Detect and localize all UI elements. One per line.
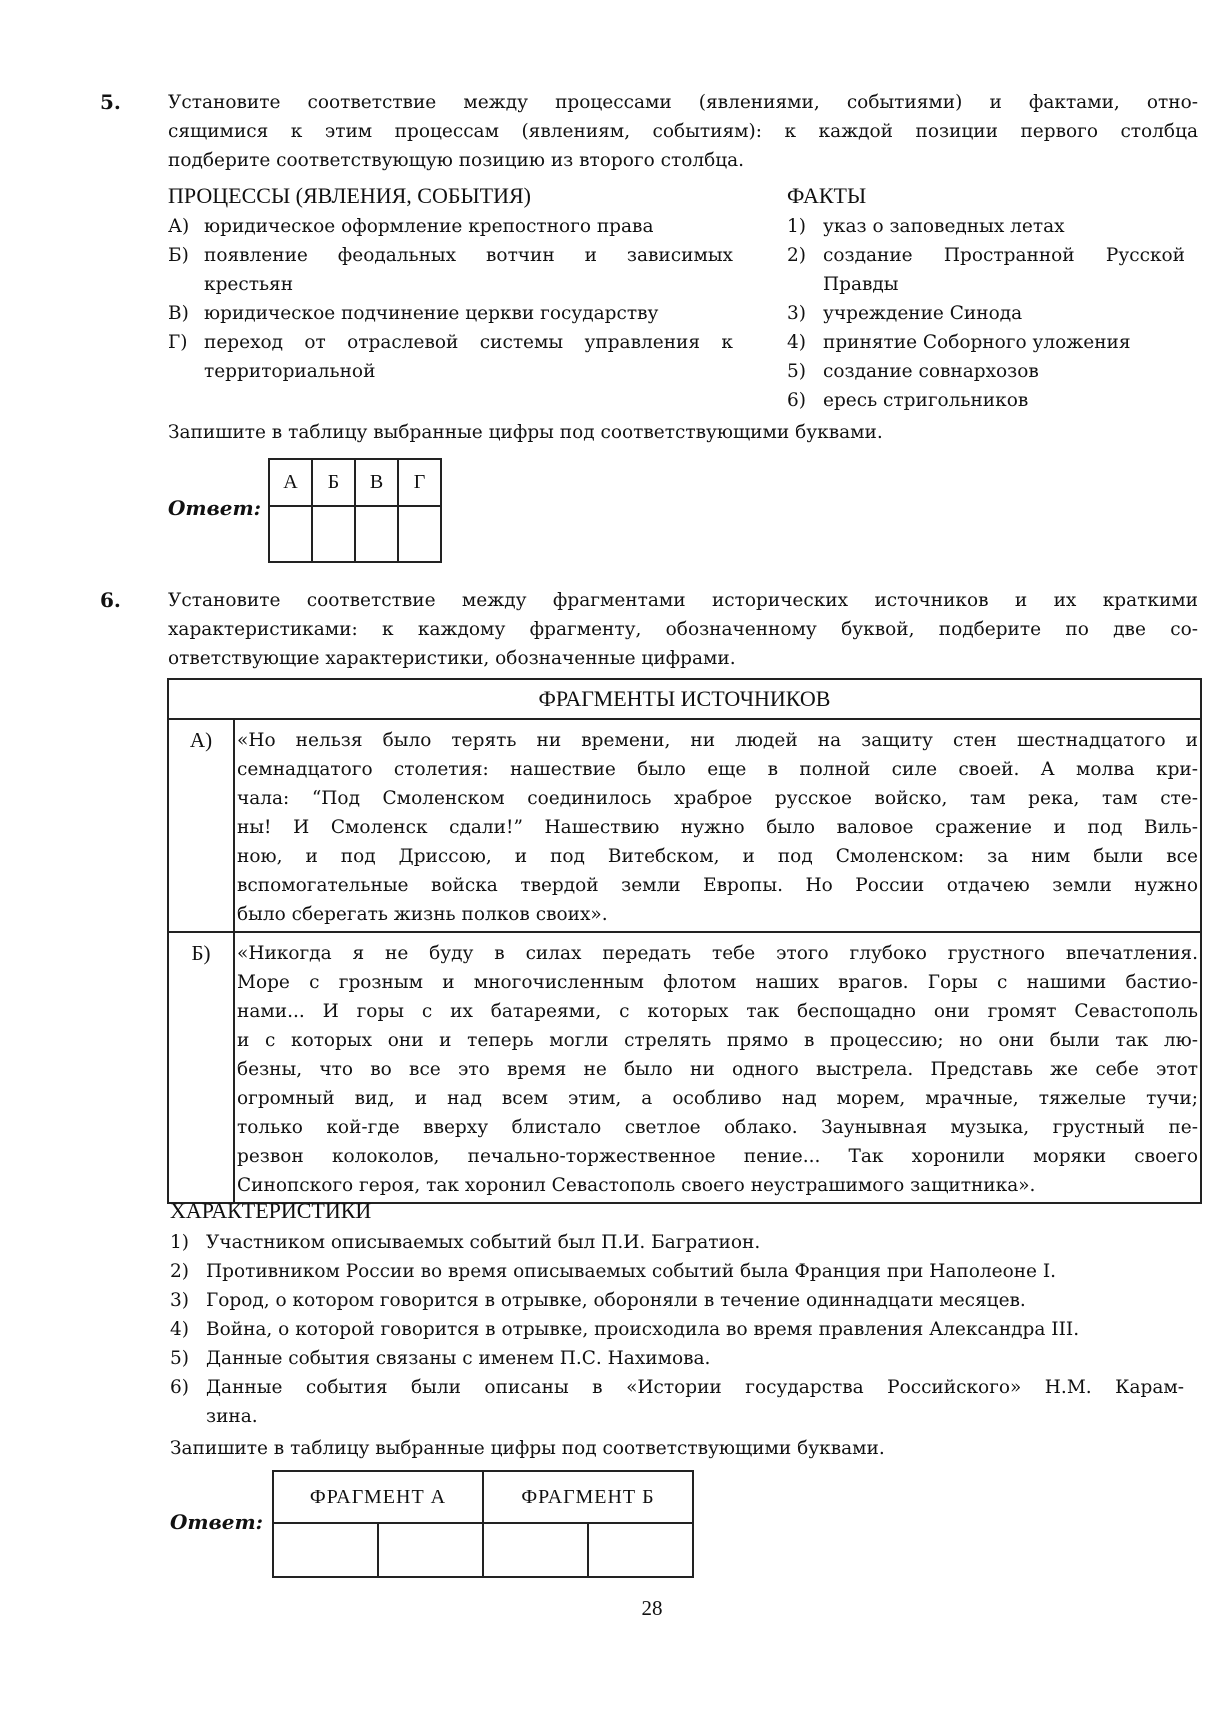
processes-header: ПРОЦЕССЫ (ЯВЛЕНИЯ, СОБЫТИЯ) (168, 183, 531, 208)
item-key: Б) (168, 245, 189, 266)
item-key: 4) (170, 1319, 189, 1340)
item-text: создание совнархозов (823, 361, 1039, 382)
item-text: Правды (823, 274, 899, 295)
answer-cell[interactable] (378, 1523, 483, 1577)
answer-column-header: Г (398, 459, 441, 506)
page-number: 28 (641, 1596, 663, 1620)
fragment-row (169, 933, 1200, 1202)
answer-cell[interactable] (312, 506, 355, 562)
text-line: характеристиками: к каждому фрагменту, обозначенному буквой, подберите по две со- (168, 619, 1198, 640)
item-key: 2) (170, 1261, 189, 1282)
fragment-text (235, 720, 1200, 931)
item-text: Данные события связаны с именем П.С. Нахимова. (206, 1348, 711, 1369)
item-text: появление феодальных вотчин и зависимых (204, 245, 733, 266)
characteristic-item (170, 1228, 1184, 1257)
item-text: указ о заповедных летах (823, 216, 1065, 237)
item-key: 6) (170, 1377, 189, 1398)
text-line: вспомогательные войска твердой земли Европы. Но России отдачею земли нужно (237, 875, 1198, 896)
fact-item (787, 212, 1185, 241)
item-text: крестьян (204, 274, 294, 295)
question-5-instruction: Запишите в таблицу выбранные цифры под соответствующими буквами. (168, 422, 883, 443)
item-key: 5) (787, 361, 806, 382)
item-text: территориальной (204, 361, 376, 382)
characteristic-item (170, 1257, 1184, 1286)
fact-item (787, 241, 1185, 270)
text-line: Синопского героя, так хоронил Севастополь своего неустрашимого защитника». (237, 1175, 1036, 1196)
process-item (168, 241, 733, 270)
characteristic-item (170, 1286, 1184, 1315)
answer-column-header: В (355, 459, 398, 506)
answer-cell[interactable] (273, 1523, 378, 1577)
answer-cell[interactable] (588, 1523, 693, 1577)
answer-column-header: ФРАГМЕНТ А (273, 1471, 483, 1523)
item-text: юридическое подчинение церкви государству (204, 303, 659, 324)
sources-table (167, 678, 1202, 1204)
item-key: 2) (787, 245, 806, 266)
text-line: ны! И Смоленск сдали!” Нашествию нужно было валовое сражение и под Виль- (237, 817, 1198, 838)
text-line: подберите соответствующую позицию из второго столбца. (168, 150, 745, 171)
text-line: Море с грозным и многочисленным флотом наших врагов. Горы с нашими бастио- (237, 972, 1198, 993)
item-text: Город, о котором говорится в отрывке, обороняли в течение одиннадцати месяцев. (206, 1290, 1026, 1311)
item-text: Данные события были описаны в «Истории государства Российского» Н.М. Карам- (206, 1377, 1184, 1398)
question-6-intro (168, 586, 1198, 673)
fragment-key: Б) (169, 933, 235, 1202)
text-line: резвон колоколов, печально-торжественное пение... Так хоронили моряки своего (237, 1146, 1198, 1167)
text-line: сящимися к этим процессам (явлениям, событиям): к каждой позиции первого столбца (168, 121, 1198, 142)
text-line: Установите соответствие между процессами (явлениями, событиями) и фактами, отно- (168, 92, 1198, 113)
item-key: 3) (170, 1290, 189, 1311)
answer-table-q6 (272, 1470, 694, 1578)
text-line: огромный вид, и над всем этим, а особливо над морем, мрачные, тяжелые тучи; (237, 1088, 1198, 1109)
item-text: создание Пространной Русской (823, 245, 1185, 266)
facts-header: ФАКТЫ (787, 183, 867, 208)
processes-list (168, 212, 733, 386)
answer-column-header: ФРАГМЕНТ Б (483, 1471, 693, 1523)
item-text: ересь стригольников (823, 390, 1029, 411)
text-line: было сберегать жизнь полков своих». (237, 904, 608, 925)
item-key: 3) (787, 303, 806, 324)
fact-item (787, 328, 1185, 357)
item-key: 4) (787, 332, 806, 353)
answer-label: Ответ: (168, 496, 261, 520)
item-text: Противником России во время описываемых событий была Франция при Наполеоне I. (206, 1261, 1057, 1282)
characteristics-list (170, 1228, 1184, 1431)
item-key (168, 270, 204, 299)
item-key: 1) (787, 216, 806, 237)
question-6-instruction: Запишите в таблицу выбранные цифры под соответствующими буквами. (170, 1438, 885, 1459)
item-key: 1) (170, 1232, 189, 1253)
fragment-row (169, 720, 1200, 933)
item-key: 6) (787, 390, 806, 411)
characteristic-item (170, 1402, 1184, 1431)
text-line: нами... И горы с их батареями, с которых так беспощадно они громят Севастополь (237, 1001, 1198, 1022)
item-text: зина. (206, 1406, 258, 1427)
characteristic-item (170, 1373, 1184, 1402)
item-text: юридическое оформление крепостного права (204, 216, 654, 237)
answer-column-header: А (269, 459, 312, 506)
text-line: «Но нельзя было терять ни времени, ни людей на защиту стен шестнадцатого и (237, 730, 1198, 751)
process-item (168, 328, 733, 357)
item-key: Г) (168, 332, 188, 353)
process-item (168, 357, 733, 386)
item-key: В) (168, 303, 189, 324)
characteristics-header: ХАРАКТЕРИСТИКИ (170, 1198, 372, 1223)
process-item (168, 212, 733, 241)
item-text: Война, о которой говорится в отрывке, происходила во время правления Александра III. (206, 1319, 1080, 1340)
fragment-text (235, 933, 1200, 1202)
item-key (168, 357, 204, 386)
answer-cell[interactable] (483, 1523, 588, 1577)
question-5-intro (168, 88, 1198, 175)
fact-item (787, 357, 1185, 386)
fact-item (787, 299, 1185, 328)
characteristic-item (170, 1344, 1184, 1373)
answer-table-q5 (268, 458, 442, 563)
text-line: чала: “Под Смоленском соединилось храброе русское войско, там река, там сте- (237, 788, 1198, 809)
item-text: принятие Соборного уложения (823, 332, 1131, 353)
item-text: Участником описываемых событий был П.И. Багратион. (206, 1232, 761, 1253)
characteristic-item (170, 1315, 1184, 1344)
item-text: учреждение Синода (823, 303, 1023, 324)
answer-cell[interactable] (398, 506, 441, 562)
item-key (170, 1402, 206, 1431)
text-line: «Никогда я не буду в силах передать тебе этого глубоко грустного впечатления. (237, 943, 1198, 964)
text-line: Установите соответствие между фрагментами исторических источников и их краткими (168, 590, 1198, 611)
answer-column-header: Б (312, 459, 355, 506)
text-line: ною, и под Дриссою, и под Витебском, и под Смоленском: за ним были все (237, 846, 1198, 867)
process-item (168, 270, 733, 299)
text-line: семнадцатого столетия: нашествие было еще в полной силе своей. А молва кри- (237, 759, 1198, 780)
text-line: только кой-где вверху блистало светлое облако. Заунывная музыка, грустный пе- (237, 1117, 1198, 1138)
question-6-number: 6. (100, 588, 121, 612)
fact-item (787, 270, 1185, 299)
item-key: А) (168, 216, 190, 237)
text-line: и с которых они и теперь могли стрелять прямо в процессию; но они были так лю- (237, 1030, 1198, 1051)
item-key: 5) (170, 1348, 189, 1369)
fragment-key: А) (169, 720, 235, 931)
answer-cell[interactable] (355, 506, 398, 562)
question-5-number: 5. (100, 90, 121, 114)
facts-list (787, 212, 1185, 415)
process-item (168, 299, 733, 328)
sources-table-header: ФРАГМЕНТЫ ИСТОЧНИКОВ (169, 680, 1200, 720)
answer-cell[interactable] (269, 506, 312, 562)
item-key (787, 270, 823, 299)
text-line: безны, что во все это время не было ни одного выстрела. Представь же себе этот (237, 1059, 1198, 1080)
item-text: переход от отраслевой системы управления к (204, 332, 733, 353)
fact-item (787, 386, 1185, 415)
answer-label: Ответ: (170, 1510, 263, 1534)
text-line: ответствующие характеристики, обозначенные цифрами. (168, 648, 736, 669)
